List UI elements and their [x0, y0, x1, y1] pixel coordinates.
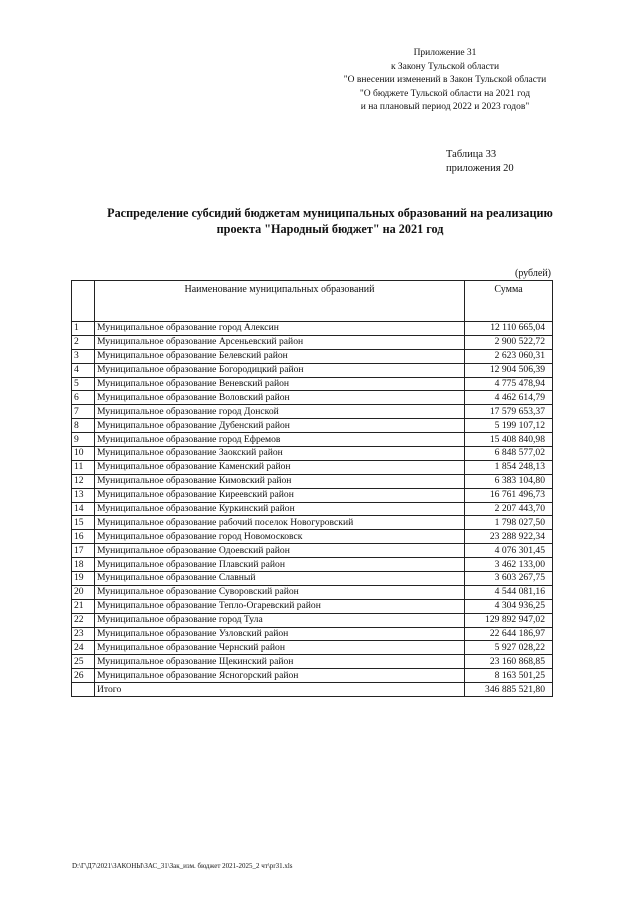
row-number: 4	[72, 363, 95, 377]
table-row	[72, 391, 553, 405]
subsidy-table	[71, 280, 553, 697]
municipality-name: Муниципальное образование Куркинский район	[95, 502, 465, 516]
municipality-name: Муниципальное образование Тепло-Огаревский район	[95, 599, 465, 613]
municipality-name: Муниципальное образование Арсеньевский район	[95, 335, 465, 349]
table-row	[72, 349, 553, 363]
table-row	[72, 419, 553, 433]
municipality-name: Муниципальное образование Плавский район	[95, 558, 465, 572]
municipality-name: Муниципальное образование Веневский район	[95, 377, 465, 391]
row-number: 6	[72, 391, 95, 405]
subsidy-amount: 4 462 614,79	[465, 391, 553, 405]
row-number: 12	[72, 474, 95, 488]
table-appendix: приложения 20	[446, 163, 514, 174]
table-row	[72, 363, 553, 377]
table-row	[72, 474, 553, 488]
row-number: 21	[72, 599, 95, 613]
subsidy-amount: 22 644 186,97	[465, 627, 553, 641]
table-number: Таблица 33	[446, 149, 497, 160]
subsidy-amount: 6 848 577,02	[465, 447, 553, 461]
table-row	[72, 613, 553, 627]
row-number: 11	[72, 460, 95, 474]
row-number: 22	[72, 613, 95, 627]
table-row	[72, 335, 553, 349]
row-number: 9	[72, 433, 95, 447]
table-header-row	[72, 281, 553, 322]
municipality-name: Муниципальное образование Славный	[95, 572, 465, 586]
table-row	[72, 585, 553, 599]
subsidy-amount: 4 775 478,94	[465, 377, 553, 391]
row-number: 13	[72, 488, 95, 502]
subsidy-amount: 17 579 653,37	[465, 405, 553, 419]
document-title	[60, 206, 600, 237]
row-number: 7	[72, 405, 95, 419]
table-row	[72, 599, 553, 613]
subsidy-amount: 1 798 027,50	[465, 516, 553, 530]
subsidy-amount: 1 854 248,13	[465, 460, 553, 474]
municipality-name: Муниципальное образование Чернский район	[95, 641, 465, 655]
table-row	[72, 433, 553, 447]
appendix-line: и на плановый период 2022 и 2023 годов"	[360, 102, 530, 112]
row-number: 14	[72, 502, 95, 516]
subsidy-amount: 2 900 522,72	[465, 335, 553, 349]
row-number: 26	[72, 669, 95, 683]
table-row	[72, 627, 553, 641]
municipality-name: Муниципальное образование Суворовский район	[95, 585, 465, 599]
row-number: 15	[72, 516, 95, 530]
header-number	[72, 281, 95, 322]
municipality-name: Муниципальное образование город Алексин	[95, 322, 465, 336]
header-name: Наименование муниципальных образований	[95, 281, 465, 322]
municipality-name: Муниципальное образование город Тула	[95, 613, 465, 627]
municipality-name: Муниципальное образование Кимовский район	[95, 474, 465, 488]
total-label: Итого	[95, 683, 465, 697]
subsidy-amount: 4 544 081,16	[465, 585, 553, 599]
row-number: 1	[72, 322, 95, 336]
row-number: 17	[72, 544, 95, 558]
table-row	[72, 502, 553, 516]
municipality-name: Муниципальное образование Одоевский район	[95, 544, 465, 558]
subsidy-amount: 16 761 496,73	[465, 488, 553, 502]
table-reference	[446, 148, 556, 176]
table-row	[72, 460, 553, 474]
table-row	[72, 572, 553, 586]
appendix-line: Приложение 31	[413, 48, 477, 58]
municipality-name: Муниципальное образование Воловский район	[95, 391, 465, 405]
row-number: 19	[72, 572, 95, 586]
municipality-name: Муниципальное образование Ясногорский район	[95, 669, 465, 683]
row-number: 8	[72, 419, 95, 433]
subsidy-amount: 4 304 936,25	[465, 599, 553, 613]
row-number: 23	[72, 627, 95, 641]
municipality-name: Муниципальное образование Щекинский район	[95, 655, 465, 669]
table-row	[72, 488, 553, 502]
municipality-name: Муниципальное образование Узловский район	[95, 627, 465, 641]
appendix-line: "О внесении изменений в Закон Тульской области	[343, 75, 547, 85]
subsidy-amount: 15 408 840,98	[465, 433, 553, 447]
table-row	[72, 447, 553, 461]
municipality-name: Муниципальное образование Киреевский район	[95, 488, 465, 502]
municipality-name: Муниципальное образование Богородицкий район	[95, 363, 465, 377]
row-number: 5	[72, 377, 95, 391]
total-row	[72, 683, 553, 697]
appendix-block	[330, 47, 560, 115]
table-row	[72, 641, 553, 655]
row-number: 2	[72, 335, 95, 349]
total-amount: 346 885 521,80	[465, 683, 553, 697]
subsidy-amount: 3 462 133,00	[465, 558, 553, 572]
table-row	[72, 322, 553, 336]
table-row	[72, 655, 553, 669]
file-path: D:\Г\Д7\2021\ЗАКОНЫ\ЗАС_31\Зак_изм. бюджет 2021-2025_2 чт\pr31.xls	[72, 862, 293, 870]
appendix-line: к Закону Тульской области	[390, 61, 500, 72]
table-row	[72, 669, 553, 683]
municipality-name: Муниципальное образование Белевский район	[95, 349, 465, 363]
municipality-name: Муниципальное образование город Донской	[95, 405, 465, 419]
row-number: 25	[72, 655, 95, 669]
row-number: 24	[72, 641, 95, 655]
appendix-line: "О бюджете Тульской области на 2021 год	[359, 88, 531, 99]
table-row	[72, 544, 553, 558]
header-amount: Сумма	[465, 281, 553, 322]
subsidy-amount: 12 904 506,39	[465, 363, 553, 377]
municipality-name: Муниципальное образование город Новомосковск	[95, 530, 465, 544]
row-number: 16	[72, 530, 95, 544]
municipality-name: Муниципальное образование Заокский район	[95, 447, 465, 461]
table-row	[72, 516, 553, 530]
municipality-name: Муниципальное образование рабочий поселок Новогуровский	[95, 516, 465, 530]
subsidy-amount: 6 383 104,80	[465, 474, 553, 488]
row-number: 18	[72, 558, 95, 572]
unit-label: (рублей)	[514, 268, 551, 279]
subsidy-amount: 8 163 501,25	[465, 669, 553, 683]
subsidy-amount: 23 160 868,85	[465, 655, 553, 669]
table-row	[72, 377, 553, 391]
municipality-name: Муниципальное образование город Ефремов	[95, 433, 465, 447]
subsidy-amount: 12 110 665,04	[465, 322, 553, 336]
subsidy-amount: 2 207 443,70	[465, 502, 553, 516]
subsidy-amount: 23 288 922,34	[465, 530, 553, 544]
table-row	[72, 558, 553, 572]
subsidy-amount: 4 076 301,45	[465, 544, 553, 558]
subsidy-amount: 5 927 028,22	[465, 641, 553, 655]
row-number: 20	[72, 585, 95, 599]
subsidy-amount: 3 603 267,75	[465, 572, 553, 586]
row-number: 3	[72, 349, 95, 363]
title-line: Распределение субсидий бюджетам муниципальных образований на реализацию	[107, 206, 553, 220]
total-number	[72, 683, 95, 697]
subsidy-amount: 5 199 107,12	[465, 419, 553, 433]
municipality-name: Муниципальное образование Дубенский район	[95, 419, 465, 433]
row-number: 10	[72, 447, 95, 461]
table-row	[72, 530, 553, 544]
municipality-name: Муниципальное образование Каменский район	[95, 460, 465, 474]
table-row	[72, 405, 553, 419]
subsidy-amount: 2 623 060,31	[465, 349, 553, 363]
subsidy-amount: 129 892 947,02	[465, 613, 553, 627]
title-line: проекта "Народный бюджет" на 2021 год	[216, 221, 444, 236]
